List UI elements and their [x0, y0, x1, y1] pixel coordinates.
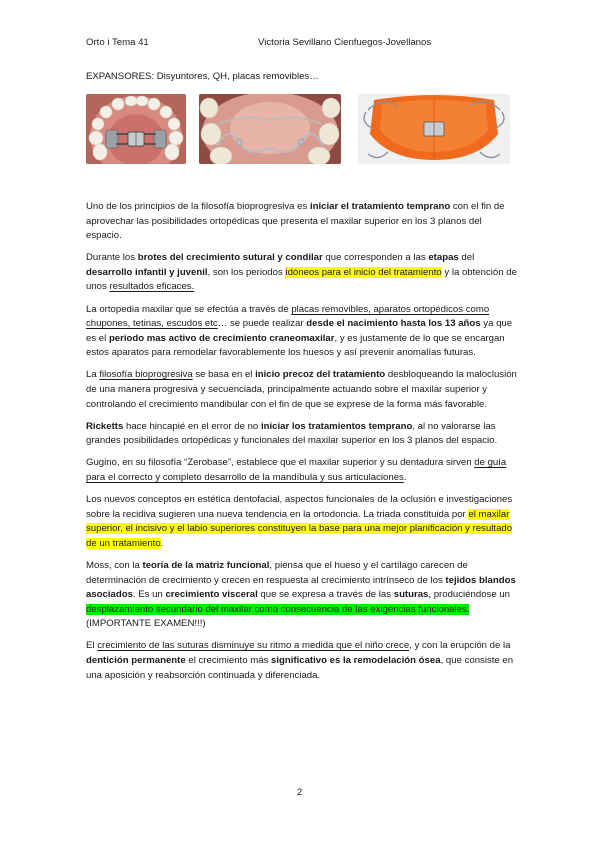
text: se basa en el: [192, 369, 256, 381]
underlined-text: placas removibles, aparatos ortopédicos como chupones, tetinas, escudos etc: [86, 303, 490, 330]
paragraph-gugino: [86, 456, 518, 485]
text: , son los periodos: [207, 266, 286, 278]
text: Uno de los principios de la filosofía bioprogresiva es: [86, 201, 310, 212]
text: (IMPORTANTE EXAMEN!!!): [86, 618, 206, 630]
bold-text: crecimiento visceral: [165, 589, 258, 601]
bold-text: significativo es la remodelación ósea: [271, 655, 441, 667]
bold-text: teoría de la matriz funcional: [142, 559, 270, 571]
text: desbloqueando la maloclusión de una manera progresiva y secuenciada, principalmente actuando sobre el maxilar superior y controlando el crecimiento mandibular con el fin de que se exprese de la forma más favorable.: [86, 369, 517, 410]
text: del: [458, 252, 475, 264]
text: Durante los: [86, 252, 138, 264]
paragraph-triada: [86, 493, 518, 551]
placa-removible-photo: [358, 94, 510, 164]
bold-text: desde el nacimiento hasta los 13 años: [306, 318, 481, 330]
text: , piensa que el hueso y el cartílago carecen de determinación de crecimiento y crecen en respuesta al crecimiento intrínseco de los: [86, 559, 468, 586]
text: . Es un: [132, 589, 166, 601]
text: , y es justamente de lo que se encargan estos aparatos para remodelar favorablemente los huesos y así prevenir anomalías futuras.: [86, 332, 505, 359]
text: hace hincapié en el error de no: [123, 420, 261, 432]
text: El: [86, 640, 98, 652]
paragraph-bioprogresiva: [86, 200, 518, 244]
bold-text: brotes del crecimiento sutural y condilar: [137, 252, 323, 264]
text: .: [403, 472, 407, 483]
paragraph-ortopedia-maxilar: [86, 303, 518, 361]
text: que corresponden a las: [322, 252, 429, 264]
underlined-text: filosofía bioprogresiva: [99, 369, 193, 381]
bold-text: Ricketts: [86, 420, 124, 432]
bold-text: iniciar los tratamientos temprano: [260, 420, 413, 432]
bold-text: desarrollo infantil y juvenil: [86, 266, 208, 278]
text: ya que es el: [86, 318, 513, 344]
text: y la obtención de unos: [86, 266, 517, 293]
text: La: [86, 369, 100, 381]
text: Los nuevos conceptos en estética dentofacial, aspectos funcionales de la oclusión e investigaciones sobre la recidiva sugieren una nueva tendencia en la ortodoncia. La triada constituida por: [86, 494, 513, 520]
text: que se expresa a través de las: [257, 589, 394, 601]
document-body: [86, 200, 518, 691]
text: Moss, con la: [86, 559, 143, 571]
section-subtitle: EXPANSORES: Disyuntores, QH, placas removibles…: [86, 71, 319, 82]
bold-text: dentición permanente: [86, 655, 186, 667]
paragraph-ricketts: [86, 420, 518, 449]
text: La ortopedia maxilar que se efectúa a través de: [86, 303, 292, 315]
text: , que consiste en una aposición y reabsorción continuada y diferenciada.: [86, 655, 514, 681]
bold-text: inicio precoz del tratamiento: [255, 369, 386, 381]
underlined-text: crecimiento de las suturas disminuye su ritmo a medida que el niño crece: [97, 640, 410, 652]
header-course: Orto i Tema 41: [86, 37, 149, 48]
underlined-text: de guía para el correcto y completo desarrollo de la mandíbula y sus articulaciones: [86, 457, 507, 483]
text: Gugino, en su filosofía “Zerobase”, establece que el maxilar superior y su dentadura sirven: [86, 457, 475, 469]
text: , y con la erupción de la: [409, 640, 511, 652]
text: con el fin de aprovechar las posibilidades ortopédicas que presenta el maxilar superior en los 3 planos del espacio.: [86, 201, 505, 242]
bold-text: tejidos blandos asociados: [86, 574, 516, 601]
bold-text: iniciar el tratamiento temprano: [309, 201, 451, 212]
paragraph-suturas: [86, 639, 518, 683]
highlighted-text: desplazamiento secundario del maxilar como consecuencia de las exigencias funcionales.: [86, 603, 470, 615]
bold-text: etapas: [428, 252, 459, 264]
highlighted-text: el maxilar superior, el incisivo y el labio superiores constituyen la base para una mejor planificación y resultado de un tratamiento: [86, 508, 513, 549]
text: … se puede realizar: [217, 318, 307, 330]
text: , al no valorarse las grandes posibilidades ortopédicas y funcionales del maxilar superior en los 3 planos del espacio.: [86, 420, 498, 447]
paragraph-brotes: [86, 251, 518, 295]
text: .: [160, 537, 164, 549]
underlined-text: resultados eficaces.: [109, 281, 195, 293]
text: , produciéndose un: [428, 589, 510, 601]
bold-text: suturas: [393, 589, 429, 601]
highlighted-text: idóneos para el inicio del tratamiento: [285, 266, 442, 278]
text: el crecimiento más: [185, 655, 271, 667]
paragraph-filosofia: [86, 368, 518, 412]
page-number: 2: [296, 787, 303, 798]
header-author: Victoria Sevillano Cienfuegos-Jovellanos: [258, 37, 432, 48]
quad-helix-photo: [199, 94, 341, 164]
paragraph-moss: [86, 559, 518, 632]
disyuntor-photo: [86, 94, 186, 164]
bold-text: periodo mas activo de crecimiento craneomaxilar: [108, 332, 335, 344]
